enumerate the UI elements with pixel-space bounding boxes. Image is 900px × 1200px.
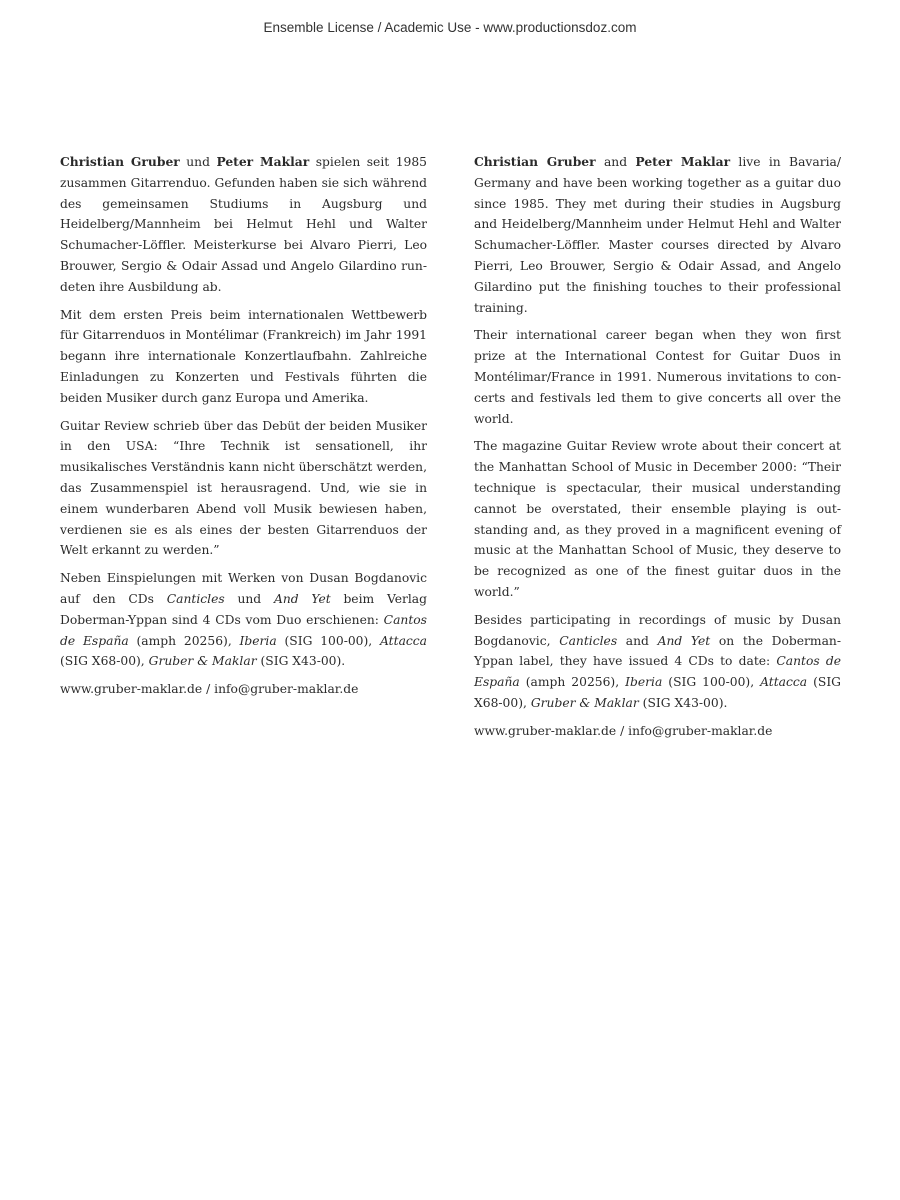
german-paragraph-career: Mit dem ersten Preis beim internationalen Wettbewerb für Gitarrenduos in Montélimar (Frankreich) im Jahr 1991 begann ihre internationale Konzertlaufbahn. Zahlreiche Einladungen zu Konzerten und Festivals führten die beiden Musiker durch ganz Europa und Amerika. [60, 307, 427, 405]
cd-title: Cantos de España [474, 654, 842, 690]
german-contact-link[interactable]: www.gruber-maklar.de / info@gruber-maklar.de [60, 682, 359, 697]
german-paragraph-bio: Christian Gruber und Peter Maklar spielen seit 1985 zusammen Gitarrenduo. Gefunden haben sie sich während des gemeinsamen Studiums in Augsburg und Heidelberg/Mannheim bei Helmut Hehl und Walter Schumacher-Löffler. Meisterkurse bei Alvaro Pierri, Leo Brouwer, Sergio & Odair Assad und Angelo Gilardino rundeten ihre Ausbildung ab. [60, 154, 427, 294]
english-column [474, 152, 841, 749]
name-christian-gruber: Christian Gruber [60, 154, 180, 169]
english-paragraph-career: Their international career began when they won first prize at the International Contest for Guitar Duos in Montélimar/France in 1991. Numerous invitations to concerts and festivals led them to give concerts all over the world. [474, 328, 841, 426]
english-paragraph-bio: Christian Gruber and Peter Maklar live in Bavaria/ Germany and have been working together as a guitar duo since 1985. They met during their studies in Augsburg and Heidelberg/Mannheim under Helmut Hehl and Walter Schumacher-Löffler. Master courses directed by Alvaro Pierri, Leo Brouwer, Sergio & Odair Assad, and Angelo Gilardino put the finishing touches to their professional training. [474, 154, 841, 315]
cd-title: Canticles [559, 633, 618, 648]
cd-title: Gruber & Maklar [530, 695, 639, 710]
license-header: Ensemble License / Academic Use - www.productionsdoz.com [263, 20, 637, 35]
english-contact-link[interactable]: www.gruber-maklar.de / info@gruber-maklar.de [474, 723, 773, 738]
cd-title: Cantos de España [60, 612, 427, 648]
cd-title: And Yet [273, 591, 331, 606]
german-paragraph-review: Guitar Review schrieb über das Debüt der beiden Musiker in den USA: “Ihre Technik ist sensationell, ihr musikalisches Verständnis kann nicht überschätzt werden, das Zusammenspiel ist herausragend. Und, wie sie in einem wunderbaren Abend voll Musik bewiesen haben, verdienen sie es als eines der besten Gitarrenduos der Welt erkannt zu werden.” [60, 418, 427, 558]
english-paragraph-discography: Besides participating in recordings of music by Dusan Bogdanovic, Canticles and And Yet on the Doberman-Yppan label, they have issued 4 CDs to date: Cantos de España (amph 20256), Iberia (SIG 100-00), Attacca (SIG X68-00), Gruber & Maklar (SIG X43-00). [474, 612, 842, 710]
cd-title: Canticles [166, 591, 225, 606]
german-paragraph-discography: Neben Einspielungen mit Werken von Dusan Bogdanovic auf den CDs Canticles und And Yet beim Verlag Doberman-Yppan sind 4 CDs vom Duo erschienen: Cantos de España (amph 20256), Iberia (SIG 100-00), Attacca (SIG X68-00), Gruber & Maklar (SIG X43-00). [60, 571, 427, 669]
cd-title: Attacca [760, 675, 808, 690]
cd-title: Gruber & Maklar [148, 654, 257, 669]
name-christian-gruber: Christian Gruber [474, 154, 596, 169]
name-peter-maklar: Peter Maklar [216, 154, 310, 169]
name-peter-maklar: Peter Maklar [635, 154, 731, 169]
german-column [60, 152, 427, 707]
english-paragraph-review: The magazine Guitar Review wrote about their concert at the Manhattan School of Music in December 2000: “Their technique is spectacular, their musical understanding cannot be overstated, their ensemble playing is outstanding and, as they proved in a magnificent evening of music at the Manhattan School of Music, they deserve to be recognized as one of the finest guitar duos in the world.” [474, 439, 841, 599]
cd-title: Iberia [239, 633, 277, 648]
cd-title: Attacca [380, 633, 427, 648]
cd-title: Iberia [625, 675, 663, 690]
cd-title: And Yet [657, 633, 711, 648]
